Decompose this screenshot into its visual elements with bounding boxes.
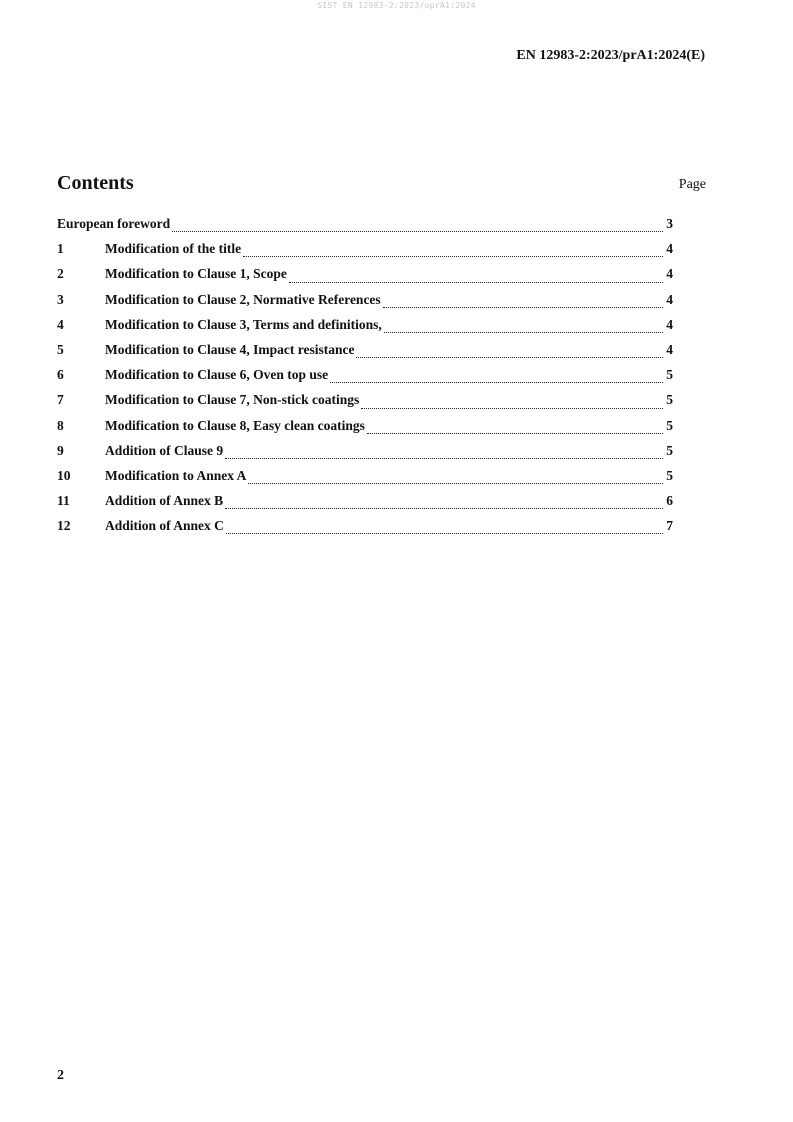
watermark-text: SIST EN 12983-2:2023/oprA1:2024 xyxy=(317,1,476,10)
toc-entry-page: 5 xyxy=(666,417,673,433)
toc-entry-page: 5 xyxy=(666,467,673,483)
toc-entry-number: 2 xyxy=(57,266,64,282)
toc-entry-title: Modification to Clause 3, Terms and definitions, xyxy=(105,316,382,332)
toc-entry-foreword[interactable] xyxy=(57,214,673,239)
toc-entry-page: 5 xyxy=(666,442,673,458)
dot-leader xyxy=(383,307,663,308)
dot-leader xyxy=(225,458,663,459)
toc-entry-title: Modification of the title xyxy=(105,241,242,257)
dot-leader xyxy=(243,256,663,257)
toc-entry[interactable] xyxy=(57,516,673,541)
toc-entry[interactable] xyxy=(57,315,673,340)
toc-entry-number: 10 xyxy=(57,467,71,483)
toc-entry-page: 4 xyxy=(666,316,673,332)
page-number: 2 xyxy=(57,1068,64,1083)
table-of-contents xyxy=(57,214,673,541)
dot-leader xyxy=(330,382,663,383)
toc-entry[interactable] xyxy=(57,466,673,491)
toc-entry-page: 7 xyxy=(666,518,673,534)
toc-entry-title: Modification to Clause 1, Scope xyxy=(105,266,287,282)
toc-entry[interactable] xyxy=(57,239,673,264)
toc-entry-number: 4 xyxy=(57,316,64,332)
toc-entry[interactable] xyxy=(57,491,673,516)
toc-entry-number: 7 xyxy=(57,392,64,408)
toc-entry[interactable] xyxy=(57,390,673,415)
toc-entry-title: Addition of Clause 9 xyxy=(105,442,224,458)
toc-entry-title: European foreword xyxy=(57,216,171,231)
toc-entry-title: Modification to Clause 8, Easy clean coatings xyxy=(105,417,365,433)
dot-leader xyxy=(367,433,663,434)
toc-entry-title: Modification to Annex A xyxy=(105,467,247,483)
toc-entry-number: 12 xyxy=(57,518,71,534)
dot-leader xyxy=(172,231,663,232)
toc-entry-title: Addition of Annex C xyxy=(105,518,224,534)
toc-entry-title: Modification to Clause 2, Normative References xyxy=(105,291,381,307)
toc-entry-number: 1 xyxy=(57,241,64,257)
toc-entry-number: 11 xyxy=(57,493,70,509)
toc-entry-page: 4 xyxy=(666,291,673,307)
dot-leader xyxy=(248,483,663,484)
toc-entry-page: 4 xyxy=(666,241,673,257)
toc-entry-page: 4 xyxy=(666,341,673,357)
toc-entry-page: 6 xyxy=(666,493,673,509)
toc-entry-title: Modification to Clause 4, Impact resistance xyxy=(105,341,355,357)
toc-entry[interactable] xyxy=(57,365,673,390)
page-column-label: Page xyxy=(678,177,706,192)
dot-leader xyxy=(225,508,663,509)
toc-entry-page: 4 xyxy=(666,266,673,282)
toc-entry[interactable] xyxy=(57,340,673,365)
toc-entry[interactable] xyxy=(57,416,673,441)
toc-entry-page: 3 xyxy=(666,216,673,231)
toc-entry-title: Modification to Clause 6, Oven top use xyxy=(105,367,329,383)
dot-leader xyxy=(226,533,663,534)
dot-leader xyxy=(384,332,663,333)
document-reference: EN 12983-2:2023/prA1:2024(E) xyxy=(516,48,705,63)
toc-entry[interactable] xyxy=(57,264,673,289)
toc-entry[interactable] xyxy=(57,290,673,315)
toc-entry-number: 6 xyxy=(57,367,64,383)
toc-entry-page: 5 xyxy=(666,367,673,383)
dot-leader xyxy=(361,408,663,409)
dot-leader xyxy=(356,357,663,358)
toc-entry-number: 8 xyxy=(57,417,64,433)
dot-leader xyxy=(289,282,663,283)
toc-entry-number: 3 xyxy=(57,291,64,307)
toc-entry[interactable] xyxy=(57,441,673,466)
toc-entry-title: Modification to Clause 7, Non-stick coatings xyxy=(105,392,360,408)
toc-entry-title: Addition of Annex B xyxy=(105,493,224,509)
toc-entry-page: 5 xyxy=(666,392,673,408)
toc-entry-number: 9 xyxy=(57,442,64,458)
contents-heading: Contents xyxy=(57,172,134,194)
toc-entry-number: 5 xyxy=(57,341,64,357)
